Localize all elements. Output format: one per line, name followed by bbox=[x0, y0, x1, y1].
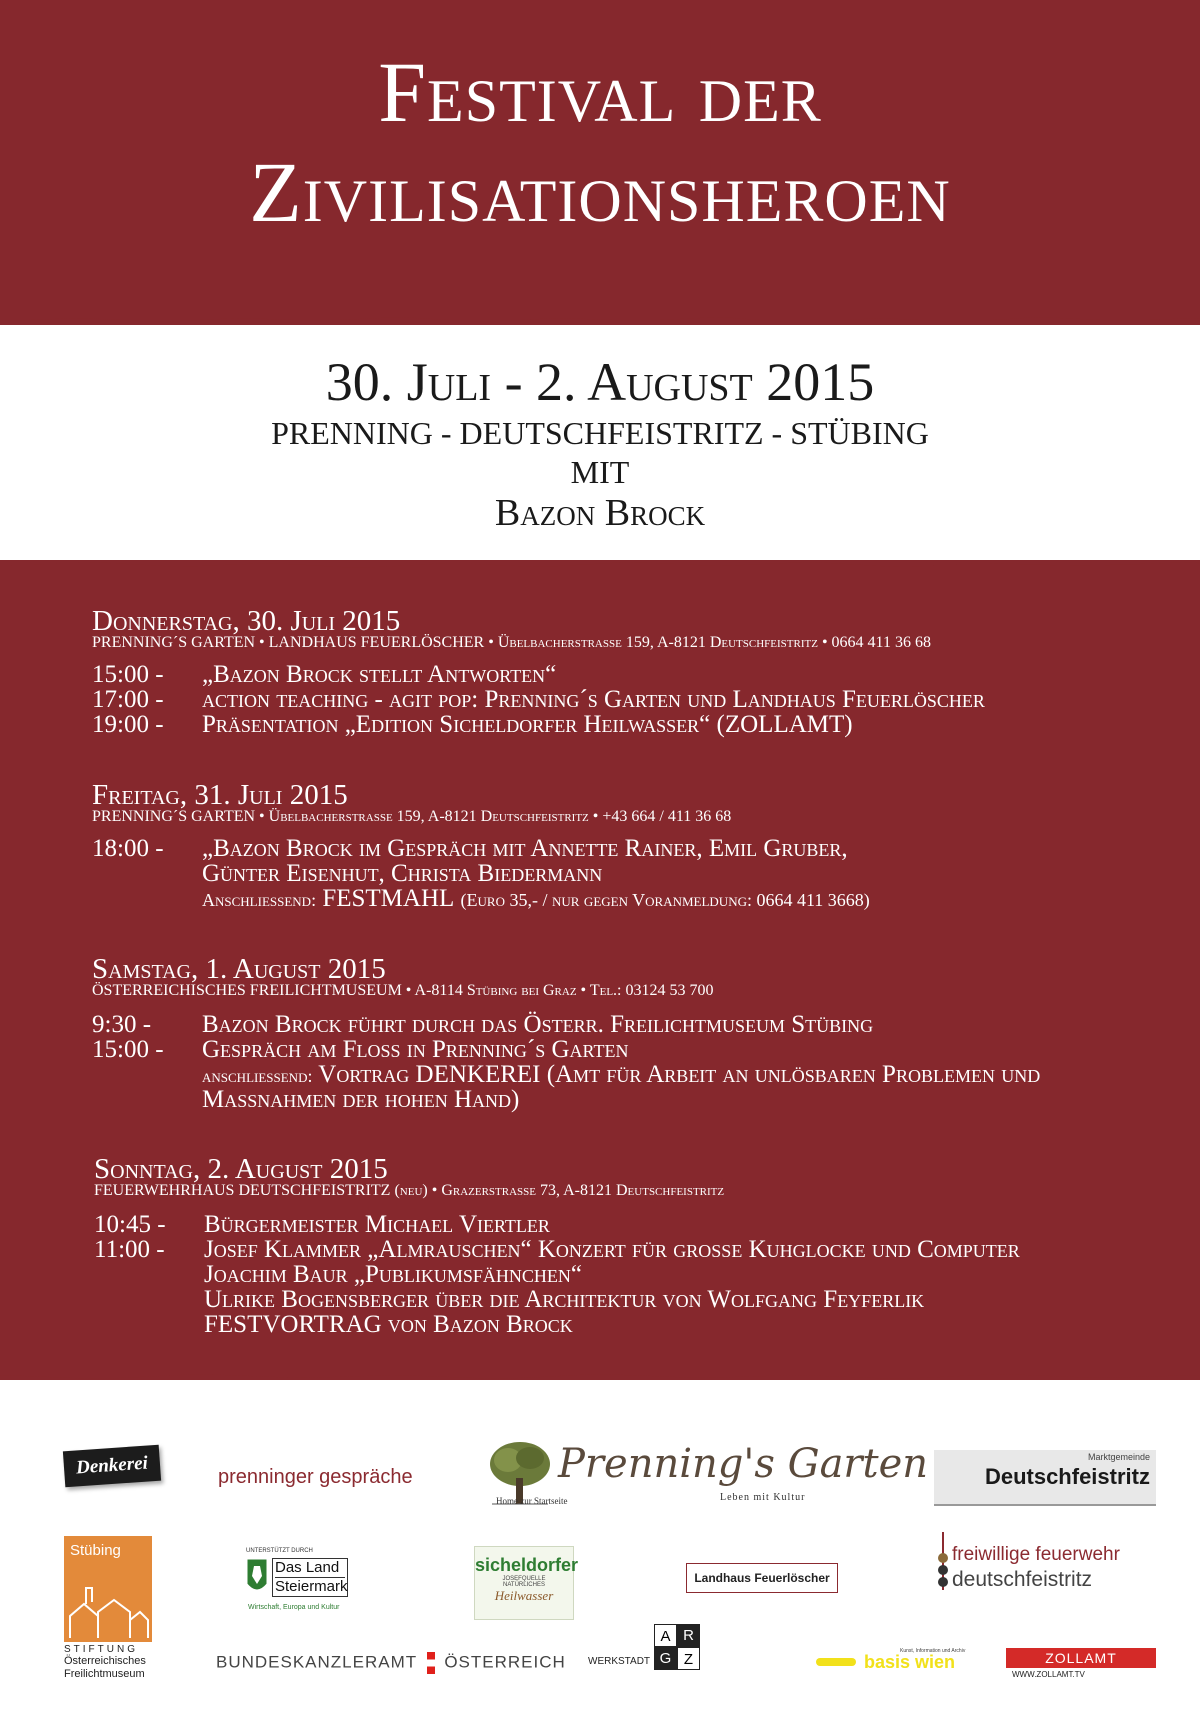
deutschfeistritz-logo bbox=[934, 1450, 1156, 1506]
event-title: „Bazon Brock im Gespräch mit Annette Rainer, Emil Gruber, bbox=[202, 835, 848, 862]
event-time: 18:00 - bbox=[92, 835, 164, 862]
werkstadt-logo bbox=[588, 1624, 758, 1676]
day-address: PRENNING´S GARTEN • Übelbacherstrasse 159, A-8121 Deutschfeistritz • +43 664 / 411 36 68 bbox=[92, 808, 732, 825]
event-continuation: FESTVORTRAG von Bazon Brock bbox=[204, 1311, 573, 1338]
title-line-1: Festival der bbox=[378, 44, 822, 140]
arzg-cell: R bbox=[677, 1624, 700, 1647]
festmahl-details: (Euro 35,- / nur gegen Voranmeldung: 0664 411 3668) bbox=[460, 890, 870, 910]
event-followup bbox=[202, 1062, 1040, 1089]
stuebing-logo-text: Stübing bbox=[70, 1542, 121, 1559]
event-row bbox=[92, 836, 848, 861]
feuerwehr-line-2: deutschfeistritz bbox=[952, 1568, 1093, 1591]
event-continuation: Ulrike Bogensberger über die Architektur von Wolfgang Feyferlik bbox=[204, 1286, 925, 1313]
event-title: Bazon Brock führt durch das Österr. Freilichtmuseum Stübing bbox=[202, 1011, 874, 1038]
sicheldorfer-sub-2: NATÜRLICHES bbox=[503, 1582, 545, 1588]
day-heading: Donnerstag, 30. Juli 2015 bbox=[92, 605, 401, 637]
stuebing-logo bbox=[64, 1536, 152, 1642]
sicheldorfer-sub-3: Heilwasser bbox=[494, 1588, 554, 1603]
day-address: FEUERWEHRHAUS DEUTSCHFEISTRITZ (neu) • Grazerstrasse 73, A-8121 Deutschfeistritz bbox=[94, 1182, 725, 1199]
event-row bbox=[94, 1212, 550, 1237]
freilicht-line-2: Freilichtmuseum bbox=[64, 1668, 145, 1680]
basis-wien-logo bbox=[816, 1648, 966, 1678]
event-row bbox=[92, 1037, 628, 1062]
event-row bbox=[94, 1237, 1020, 1262]
steiermark-crest-icon bbox=[246, 1558, 268, 1598]
prennings-garten-tagline: Leben mit Kultur bbox=[720, 1492, 806, 1503]
with-label: MIT bbox=[570, 454, 630, 490]
bundeskanzleramt-logo bbox=[216, 1652, 566, 1676]
basis-wien-text: basis wien bbox=[864, 1652, 956, 1672]
prennings-garten-home: Home zur Startseite bbox=[496, 1496, 568, 1506]
austria-flag-icon bbox=[427, 1652, 435, 1674]
museum-house-icon bbox=[64, 1572, 152, 1642]
marktgemeinde-text: Marktgemeinde bbox=[1087, 1452, 1150, 1462]
event-time: 9:30 - bbox=[92, 1011, 152, 1038]
day-address: PRENNING´S GARTEN • LANDHAUS FEUERLÖSCHER • Übelbacherstrasse 159, A-8121 Deutschfeistritz • 0664 411 36 68 bbox=[92, 634, 931, 651]
day-address: ÖSTERREICHISCHES FREILICHTMUSEUM • A-8114 Stübing bei Graz • Tel.: 03124 53 700 bbox=[92, 982, 714, 999]
land-line-1: Das Land bbox=[275, 1559, 340, 1576]
prennings-garten-logo bbox=[488, 1440, 929, 1508]
arzg-cell: G bbox=[654, 1647, 677, 1670]
feuerwehr-line-1: freiwillige feuerwehr bbox=[952, 1544, 1120, 1565]
title-banner bbox=[0, 0, 1200, 325]
sicheldorfer-logo bbox=[474, 1546, 579, 1620]
prennings-garten-text: Prenning's Garten bbox=[558, 1441, 929, 1487]
arzg-cell: Z bbox=[677, 1647, 700, 1670]
basis-wien-tagline: Kunst, Information und Archiv bbox=[900, 1648, 966, 1654]
feuerwehr-logo bbox=[936, 1528, 1136, 1596]
stiftung-text: STIFTUNG bbox=[64, 1644, 138, 1655]
event-continuation: Massnahmen der hohen Hand) bbox=[202, 1086, 520, 1113]
zollamt-url: WWW.ZOLLAMT.TV bbox=[1012, 1670, 1085, 1679]
event-title: „Bazon Brock stellt Antworten“ bbox=[202, 661, 557, 688]
title-line-2: Zivilisationsheroen bbox=[249, 144, 951, 240]
event-time: 15:00 - bbox=[92, 1036, 164, 1063]
event-followup bbox=[202, 886, 870, 913]
freilichtmuseum-caption bbox=[64, 1644, 174, 1681]
event-row bbox=[92, 1012, 873, 1037]
werkstadt-text: WERKSTADT bbox=[588, 1656, 651, 1667]
event-title: Präsentation „Edition Sicheldorfer Heilwasser“ (ZOLLAMT) bbox=[202, 711, 853, 738]
event-time: 10:45 - bbox=[94, 1211, 166, 1238]
guest-name: Bazon Brock bbox=[494, 492, 706, 534]
land-line-2: Steiermark bbox=[275, 1578, 348, 1595]
arzg-cell: A bbox=[654, 1624, 677, 1647]
freilicht-line-1: Österreichisches bbox=[64, 1655, 146, 1667]
followup-text: Vortrag DENKEREI (Amt für Arbeit an unlösbaren Problemen und bbox=[318, 1061, 1041, 1088]
event-time: 11:00 - bbox=[94, 1236, 165, 1263]
followup-label: anschliessend: bbox=[202, 1066, 313, 1086]
land-supported-text: UNTERSTÜTZT DURCH bbox=[246, 1548, 313, 1554]
event-continuation: Günter Eisenhut, Christa Biedermann bbox=[202, 860, 603, 887]
zollamt-text: ZOLLAMT bbox=[1006, 1648, 1156, 1668]
feuerwehr-emblem-icon bbox=[936, 1528, 950, 1596]
land-subline: Wirtschaft, Europa und Kultur bbox=[248, 1604, 340, 1611]
event-title: Bürgermeister Michael Viertler bbox=[204, 1211, 550, 1238]
deutschfeistritz-text: Deutschfeistritz bbox=[984, 1464, 1150, 1489]
bka-right-text: ÖSTERREICH bbox=[444, 1652, 566, 1672]
bka-left-text: BUNDESKANZLERAMT bbox=[216, 1652, 417, 1672]
event-time: 17:00 - bbox=[92, 686, 164, 713]
festival-title bbox=[0, 42, 1200, 242]
day-heading: Samstag, 1. August 2015 bbox=[92, 953, 386, 985]
program-panel bbox=[0, 560, 1200, 1380]
land-steiermark-logo bbox=[246, 1548, 350, 1618]
followup-label: Anschliessend: bbox=[202, 890, 317, 910]
event-title: Josef Klammer „Almrauschen“ Konzert für grosse Kuhglocke und Computer bbox=[204, 1236, 1020, 1263]
festival-dates: 30. Juli - 2. August 2015 bbox=[325, 352, 875, 412]
festival-places: PRENNING - DEUTSCHFEISTRITZ - STÜBING bbox=[271, 415, 929, 451]
event-time: 15:00 - bbox=[92, 661, 164, 688]
event-title: action teaching - agit pop: Prenning´s Garten und Landhaus Feuerlöscher bbox=[202, 686, 985, 713]
sicheldorfer-text: sicheldorfer bbox=[475, 1555, 579, 1575]
denkerei-logo bbox=[63, 1445, 161, 1488]
denkerei-text: Denkerei bbox=[75, 1452, 149, 1479]
event-row bbox=[92, 687, 985, 712]
event-row bbox=[92, 662, 556, 687]
event-time: 19:00 - bbox=[92, 711, 164, 738]
prenninger-gespraeche-logo: prenninger gespräche bbox=[218, 1466, 413, 1488]
basis-wien-bar bbox=[816, 1658, 856, 1666]
event-title: Gespräch am Floss in Prenning´s Garten bbox=[202, 1036, 629, 1063]
day-heading: Freitag, 31. Juli 2015 bbox=[92, 779, 348, 811]
landhaus-feuerloescher-logo: Landhaus Feuerlöscher bbox=[686, 1563, 838, 1593]
event-row bbox=[92, 712, 853, 737]
festmahl-label: FESTMAHL bbox=[322, 885, 455, 912]
day-heading: Sonntag, 2. August 2015 bbox=[94, 1153, 388, 1185]
sicheldorfer-sub-1: JOSEFQUELLE bbox=[502, 1576, 546, 1582]
zollamt-logo bbox=[1006, 1648, 1156, 1682]
arzg-grid bbox=[654, 1624, 700, 1670]
event-continuation: Joachim Baur „Publikumsfähnchen“ bbox=[204, 1261, 583, 1288]
